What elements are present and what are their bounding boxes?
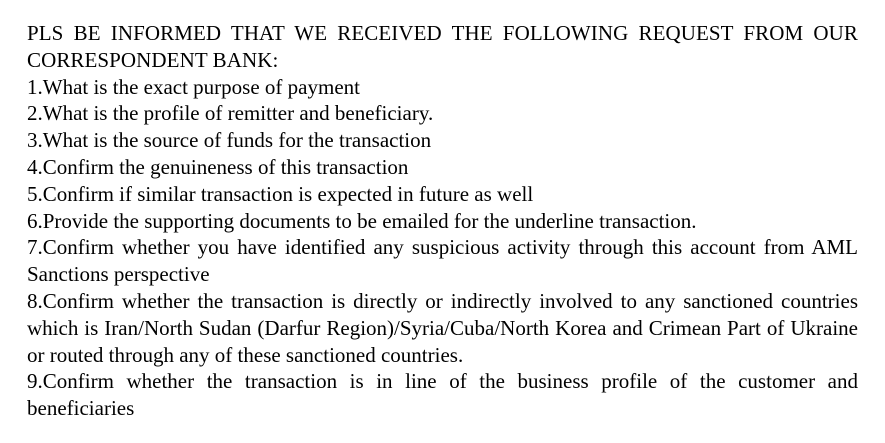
request-item-5: 5.Confirm if similar transaction is expected in future as well (27, 181, 534, 206)
request-item-8: 8.Confirm whether the transaction is directly or indirectly involved to any sanctioned countries which is Iran/North Sudan (Darfur Region)/Syria/Cuba/North Korea and Crimean Part of Ukraine or routed through any of these sanctioned countries. (27, 288, 858, 367)
request-item-1: 1.What is the exact purpose of payment (27, 74, 360, 99)
request-item-7: 7.Confirm whether you have identified any suspicious activity through this account from AML Sanctions perspective (27, 235, 858, 287)
request-item-4: 4.Confirm the genuineness of this transaction (27, 154, 409, 179)
request-item-6: 6.Provide the supporting documents to be emailed for the underline transaction. (27, 208, 697, 233)
request-item-9: 9.Confirm whether the transaction is in line of the business profile of the customer and beneficiaries (27, 369, 858, 421)
request-item-3: 3.What is the source of funds for the transaction (27, 128, 432, 153)
request-item-2: 2.What is the profile of remitter and beneficiary. (27, 101, 434, 126)
document-heading: PLS BE INFORMED THAT WE RECEIVED THE FOLLOWING REQUEST FROM OUR CORRESPONDENT BANK: (27, 21, 858, 72)
